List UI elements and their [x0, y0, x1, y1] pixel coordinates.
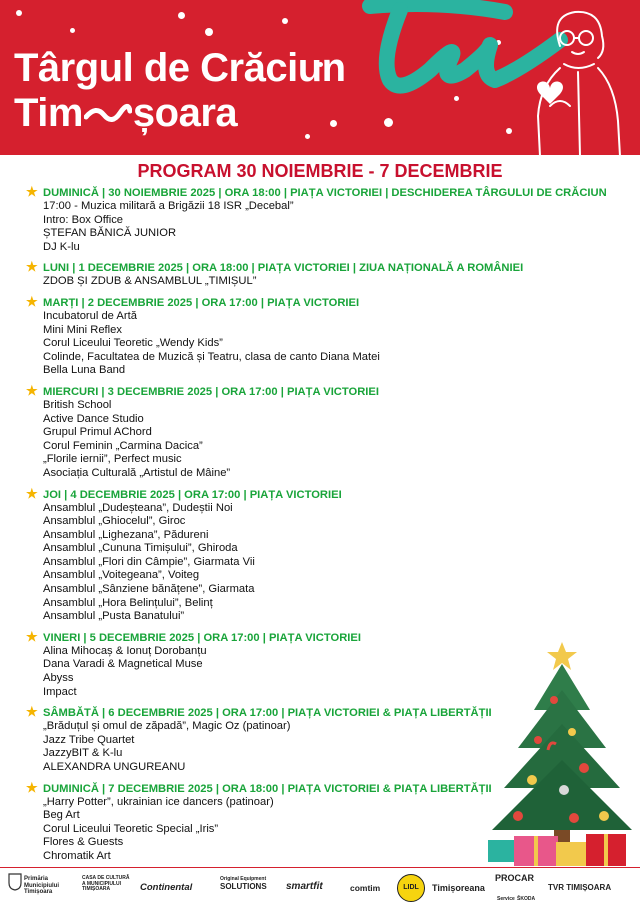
snow-dot: [70, 28, 75, 33]
list-item: Flores & Guests: [43, 836, 124, 849]
day-header-text: VINERI | 5 DECEMBRIE 2025 | ORA 17:00 | PIAȚA VICTORIEI: [43, 631, 361, 644]
list-item: Active Dance Studio: [43, 412, 144, 425]
procar-logo: PROCAR: [495, 873, 535, 883]
list-item: Corul Liceului Teoretic Special „Iris”: [43, 822, 219, 835]
star-icon: ★: [26, 293, 38, 309]
procar-skoda: ŠKODA: [517, 896, 536, 902]
girl-illustration-icon: [520, 6, 636, 155]
day-header-text: DUMINICĂ | 7 DECEMBRIE 2025 | ORA 18:00 | PIAȚA VICTORIEI & PIAȚA LIBERTĂȚII: [43, 782, 492, 795]
list-item: Beg Art: [43, 809, 80, 822]
tm-squiggle-icon: [84, 103, 132, 127]
list-item: British School: [43, 398, 112, 411]
sponsors-footer: [0, 870, 640, 905]
list-item: Grupul Primul AChord: [43, 426, 152, 439]
star-icon: ★: [26, 779, 38, 795]
star-icon: ★: [26, 382, 38, 398]
banner-title-line2: [14, 93, 237, 133]
snow-dot: [282, 18, 288, 24]
lidl-logo: LIDL: [397, 874, 425, 902]
day-header-text: MARȚI | 2 DECEMBRIE 2025 | ORA 17:00 | PIAȚA VICTORIEI: [43, 296, 360, 309]
banner-title-part1: Tim: [14, 91, 83, 135]
primaria-logo: Primăria Municipiului Timișoara: [24, 876, 59, 895]
list-item: Impact: [43, 685, 77, 698]
list-item: Intro: Box Office: [43, 213, 124, 226]
oe-logo: SOLUTIONS: [220, 882, 267, 891]
list-item: Ansamblul „Ghiocelul”, Giroc: [43, 515, 186, 528]
list-item: Ansamblul „Flori din Câmpie”, Giarmata Vii: [43, 555, 255, 568]
day-header: [26, 382, 606, 399]
list-item: Ansamblul „Hora Belințului”, Belinț: [43, 596, 213, 609]
list-item: Incubatorul de Artă: [43, 309, 137, 322]
snow-dot: [205, 28, 213, 36]
continental-logo: Continental: [140, 882, 193, 893]
oe-logo-top: Original Equipment: [220, 876, 267, 882]
banner-title-part2: șoara: [132, 91, 238, 135]
program-title: PROGRAM 30 NOIEMBRIE - 7 DECEMBRIE: [137, 161, 503, 181]
day-header: [26, 261, 606, 275]
snow-dot: [16, 10, 22, 16]
tvr-timisoara-logo: TVR TIMIȘOARA: [548, 883, 612, 892]
star-icon: ★: [26, 259, 38, 275]
procar-service: Service: [497, 896, 515, 902]
snow-dot: [506, 128, 512, 134]
list-item: ALEXANDRA UNGUREANU: [43, 761, 186, 773]
list-item: Bella Luna Band: [43, 364, 126, 377]
header-banner: [0, 0, 640, 155]
day-header-text: MIERCURI | 3 DECEMBRIE 2025 | ORA 17:00 | PIAȚA VICTORIEI: [43, 385, 379, 398]
day-header-text: LUNI | 1 DECEMBRIE 2025 | ORA 18:00 | PIAȚA VICTORIEI | ZIUA NAȚIONALĂ A ROMÂNIEI: [43, 262, 524, 275]
star-icon: ★: [26, 704, 38, 720]
star-icon: ★: [26, 485, 38, 501]
list-item: Dana Varadi & Magnetical Muse: [43, 658, 203, 671]
list-item: Colinde, Facultatea de Muzică și Teatru, clasa de canto Diana Matei: [43, 350, 380, 363]
timisoreana-logo: Timișoreana: [432, 883, 485, 893]
snow-dot: [305, 134, 310, 139]
list-item: DJ K-lu: [43, 240, 80, 253]
day-header: [26, 186, 606, 200]
day-block: [26, 382, 606, 481]
day-header-text: SÂMBĂTĂ | 6 DECEMBRIE 2025 | ORA 17:00 | PIAȚA VICTORIEI & PIAȚA LIBERTĂȚII: [43, 707, 492, 720]
day-header: [26, 485, 606, 502]
list-item: ȘTEFAN BĂNICĂ JUNIOR: [43, 227, 177, 240]
list-item: „Brăduțul și omul de zăpadă”, Magic Oz (patinoar): [43, 720, 291, 733]
list-item: Asociația Culturală „Artistul de Mâine”: [43, 466, 231, 479]
list-item: JazzyBIT & K-lu: [43, 747, 123, 760]
day-block: [26, 261, 606, 289]
snow-dot: [178, 12, 185, 19]
list-item: Abyss: [43, 672, 74, 685]
list-item: Mini Mini Reflex: [43, 323, 122, 336]
day-header-text: DUMINICĂ | 30 NOIEMBRIE 2025 | ORA 18:00 | PIAȚA VICTORIEI | DESCHIDEREA TÂRGULUI DE CRĂCIUN: [43, 187, 607, 199]
list-item: „Harry Potter”, ukrainian ice dancers (patinoar): [43, 795, 274, 808]
footer-divider: [0, 867, 640, 868]
list-item: Ansamblul „Cununa Timișului”, Ghiroda: [43, 542, 238, 555]
list-item: Ansamblul „Lighezana”, Pădureni: [43, 528, 209, 541]
coat-of-arms-icon: [8, 873, 22, 891]
day-block: [26, 485, 606, 624]
list-item: Ansamblul „Voitegeana”, Voiteg: [43, 569, 200, 582]
list-item: Ansamblul „Pusta Banatului”: [43, 610, 185, 623]
list-item: Alina Mihocaș & Ionuț Dorobanțu: [43, 644, 207, 657]
list-item: ZDOB ȘI ZDUB & ANSAMBLUL „TIMIȘUL”: [43, 275, 257, 288]
day-header-text: JOI | 4 DECEMBRIE 2025 | ORA 17:00 | PIAȚA VICTORIEI: [43, 488, 342, 501]
casa-de-cultura-logo: CASA DE CULTURĂ A MUNICIPIULUI TIMIȘOARA: [82, 875, 130, 892]
banner-title-line1: Târgul de Crăciun: [14, 46, 346, 90]
list-item: Ansamblul „Sânziene bănățene”, Giarmata: [43, 583, 255, 596]
christmas-tree-icon: [474, 640, 640, 870]
list-item: „Florile iernii”, Perfect music: [43, 453, 182, 466]
day-header: [26, 293, 606, 310]
star-icon: ★: [26, 184, 38, 199]
list-item: 17:00 - Muzica militară a Brigăzii 18 ISR „Decebal”: [43, 200, 294, 212]
list-item: Corul Liceului Teoretic „Wendy Kids”: [43, 337, 223, 350]
smartfit-logo: smartfit: [286, 881, 323, 892]
list-item: Jazz Tribe Quartet: [43, 733, 135, 746]
list-item: Chromatik Art: [43, 849, 111, 862]
day-block: [26, 293, 606, 378]
list-item: Corul Feminin „Carmina Dacica”: [43, 439, 203, 452]
snow-dot: [330, 120, 337, 127]
comtim-logo: comtim: [350, 883, 381, 893]
star-icon: ★: [26, 628, 38, 644]
list-item: Ansamblul „Dudeșteana”, Dudeștii Noi: [43, 501, 233, 514]
day-block: [26, 186, 606, 254]
